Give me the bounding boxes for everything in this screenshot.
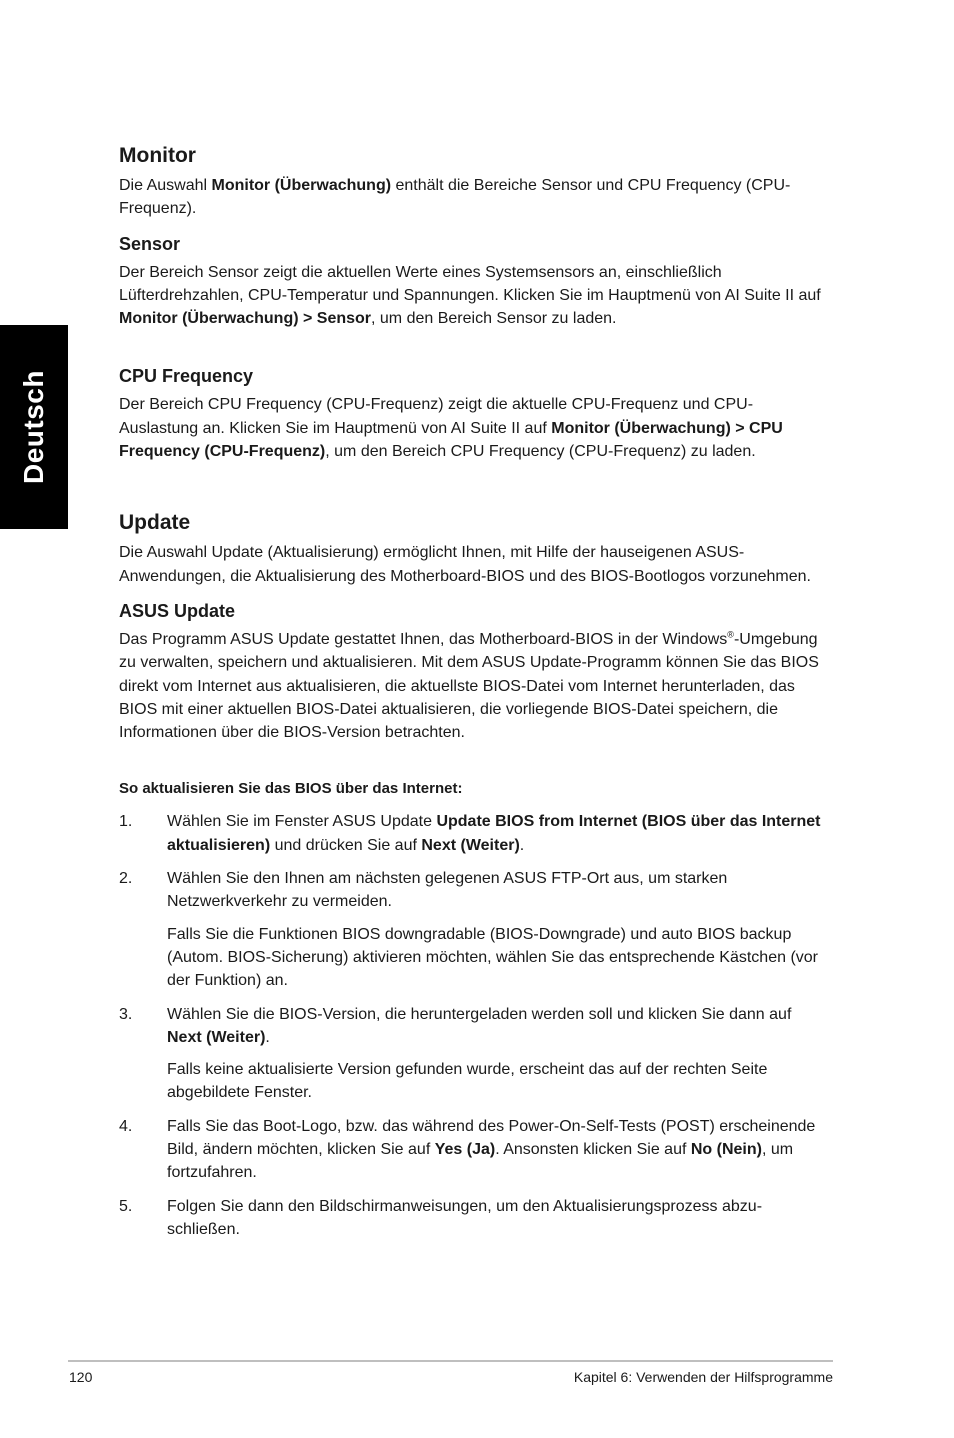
step-2 [119,867,829,992]
step-number: 2. [119,870,133,888]
update-heading: Update [119,511,191,535]
sensor-body: Der Bereich Sensor zeigt die aktuellen Werte eines Systemsensors an, einschließlich Lüfterdrehzahlen, CPU-Temperatur und Spannungen. Klicken Sie im Hauptmenü von AI Suite II auf Monitor (Überwachung) > Sensor, um den Bereich Sensor zu laden. [119,263,821,328]
chapter-title: Kapitel 6: Verwenden der Hilfsprogramme [573,1369,833,1385]
step-note: Falls keine aktualisierte Version gefunden wurde, erscheint das auf der rechten Seite abgebildete Fenster. [167,1061,768,1102]
step-5 [119,1195,829,1242]
step-1 [119,810,829,857]
sensor-heading: Sensor [119,233,181,254]
howto-heading: So aktualisieren Sie das BIOS über das Internet: [119,780,463,798]
monitor-intro: Die Auswahl Monitor (Überwachung) enthält die Bereiche Sensor und CPU Frequency (CPU-Frequenz). [119,177,791,218]
step-text: Folgen Sie dann den Bildschirmanweisungen, um den Aktualisierungsprozess abzu-schließen. [167,1197,763,1238]
monitor-heading: Monitor [119,144,196,167]
step-3 [119,1003,829,1105]
step-number: 5. [119,1197,133,1215]
step-number: 4. [119,1117,133,1135]
footer-divider [68,1360,833,1362]
step-number: 1. [119,813,133,831]
asus-update-heading: ASUS Update [119,600,236,621]
update-steps [119,810,829,1241]
step-note: Falls Sie die Funktionen BIOS downgradable (BIOS-Downgrade) und auto BIOS backup (Autom. BIOS-Sicherung) aktivieren möchten, wählen Sie das entsprechende Kästchen (vor der Funktion) an. [167,925,818,990]
asus-update-body: Das Programm ASUS Update gestattet Ihnen, das Motherboard-BIOS in der Windows®-Umgebung zu verwalten, speichern und aktualisieren. Mit dem ASUS Update-Programm können Sie das BIOS direkt vom Internet aus aktualisieren, die aktuellste BIOS-Datei vom Internet herunterladen, das BIOS mit einer aktuellen BIOS-Datei aktualisieren, die vorliegende BIOS-Datei speichern, die Informationen über die BIOS-Version betrachten. [119,629,819,742]
update-intro: Die Auswahl Update (Aktualisierung) ermöglicht Ihnen, mit Hilfe der hauseigenen ASUS-Anwendungen, die Aktualisierung des Motherboard-BIOS und des BIOS-Bootlogos vorzunehmen. [119,544,811,585]
language-side-tab [0,325,68,529]
cpu-frequency-heading: CPU Frequency [119,366,254,387]
cpu-frequency-body: Der Bereich CPU Frequency (CPU-Frequenz) zeigt die aktuelle CPU-Frequenz und CPU-Auslastung an. Klicken Sie im Hauptmenü von AI Suite II auf Monitor (Überwachung) > CPU Frequency (CPU-Frequenz), um den Bereich CPU Frequency (CPU-Frequenz) zu laden. [119,396,783,461]
step-text: Wählen Sie die BIOS-Version, die heruntergeladen werden soll und klicken Sie dann auf Next (Weiter). [167,1005,792,1046]
page-number: 120 [69,1369,93,1385]
step-text: Wählen Sie im Fenster ASUS Update Update BIOS from Internet (BIOS über das Internet aktualisieren) und drücken Sie auf Next (Weiter). [167,813,821,854]
page-content [119,140,829,1241]
step-text: Falls Sie das Boot-Logo, bzw. das während des Power-On-Self-Tests (POST) erscheinende Bild, ändern möchten, klicken Sie auf Yes (Ja). Ansonsten klicken Sie auf No (Nein), um fortzufahren. [167,1117,816,1182]
step-4 [119,1115,829,1185]
step-text: Wählen Sie den Ihnen am nächsten gelegenen ASUS FTP-Ort aus, um starken Netzwerkverkehr zu vermeiden. [167,870,728,911]
step-number: 3. [119,1005,133,1023]
side-tab-label: Deutsch [18,370,49,484]
